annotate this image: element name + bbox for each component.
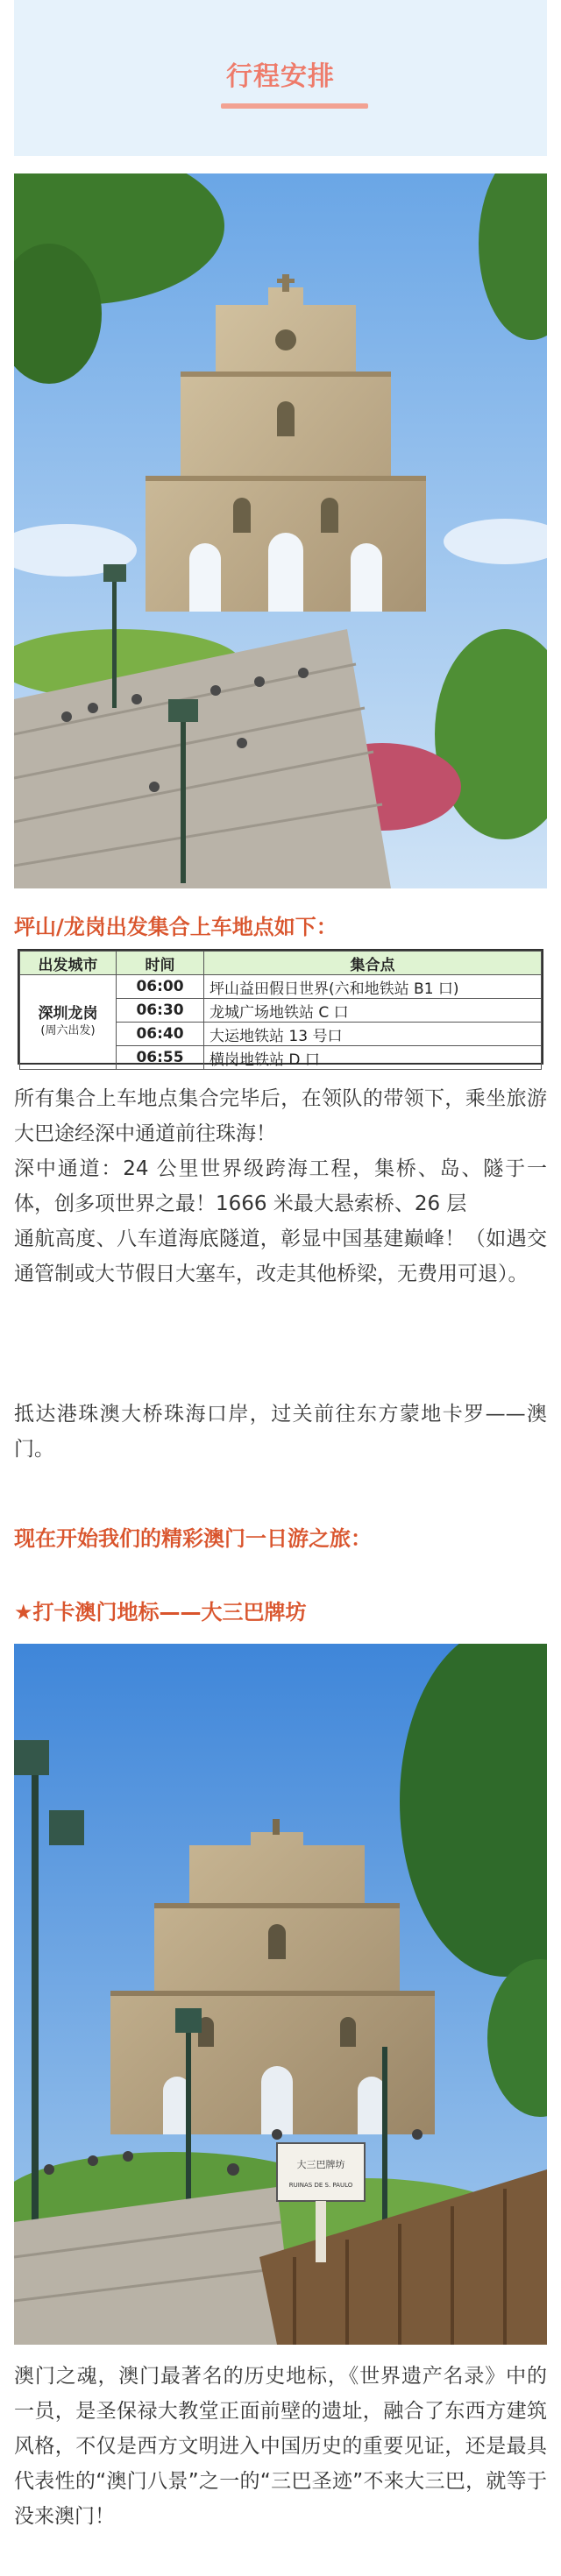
ruins-photo-2-image [14,1644,547,2345]
route-description: 所有集合上车地点集合完毕后，在领队的带领下，乘坐旅游大巴途经深中通道前往珠海！ 深中通道：24 公里世界级跨海工程，集桥、岛、隧于一体，创多项世界之最！1666 米最大悬索桥、26 层 通航高度、八车道海底隧道，彰显中国基建巅峰！（如遇交通管制或大节假日大塞车，改走其他桥梁，无费用可退）。 [14,1087,547,1285]
section-heading-tour-start: 现在开始我们的精彩澳门一日游之旅： [14,1526,372,1551]
ruins-photo-1 [14,173,547,888]
header-time: 时间 [117,952,204,975]
itinerary-header [14,0,547,156]
title-underline [221,103,368,109]
departure-time: 06:00 [117,975,204,999]
pickup-point: 龙城广场地铁站 C 口 [204,999,542,1023]
arrival-description: 抵达港珠澳大桥珠海口岸，过关前往东方蒙地卡罗——澳门。 [14,1403,547,1461]
header-place: 集合点 [204,952,542,975]
landmark-description: 澳门之魂，澳门最著名的历史地标，《世界遗产名录》中的一员，是圣保禄大教堂正面前壁的遗址，融合了东西方建筑风格，不仅是西方文明进入中国历史的重要见证，还是最具代表性的“澳门八景”之一的“三巴圣迹”不来大三巴，就等于没来澳门！ [14,2365,547,2528]
pickup-point: 坪山益田假日世界(六和地铁站 B1 口) [204,975,542,999]
sign-subtext: RUINAS DE S. PAULO [288,2182,353,2189]
page-title: 行程安排 [226,61,335,92]
ruins-photo-2 [14,1644,547,2345]
header-city: 出发城市 [20,952,117,975]
pickup-point: 横岗地铁站 D 口 [204,1046,542,1070]
section-heading-pickup: 坪山/龙岗出发集合上车地点如下： [14,915,337,939]
departure-time: 06:55 [117,1046,204,1070]
section-heading-landmark: ★打卡澳门地标——大三巴牌坊 [14,1600,307,1624]
table-header-row [20,952,542,975]
table-row [20,975,542,999]
pickup-schedule-table [18,949,543,1069]
pickup-point: 大运地铁站 13 号口 [204,1023,542,1046]
departure-time: 06:40 [117,1023,204,1046]
sign-text: 大三巴牌坊 [296,2159,345,2170]
departure-time: 06:30 [117,999,204,1023]
departure-note: (周六出发) [40,1023,96,1037]
departure-city: 深圳龙岗 [38,1004,98,1023]
departure-city-cell [20,975,117,1070]
ruins-photo-1-image [14,173,547,888]
